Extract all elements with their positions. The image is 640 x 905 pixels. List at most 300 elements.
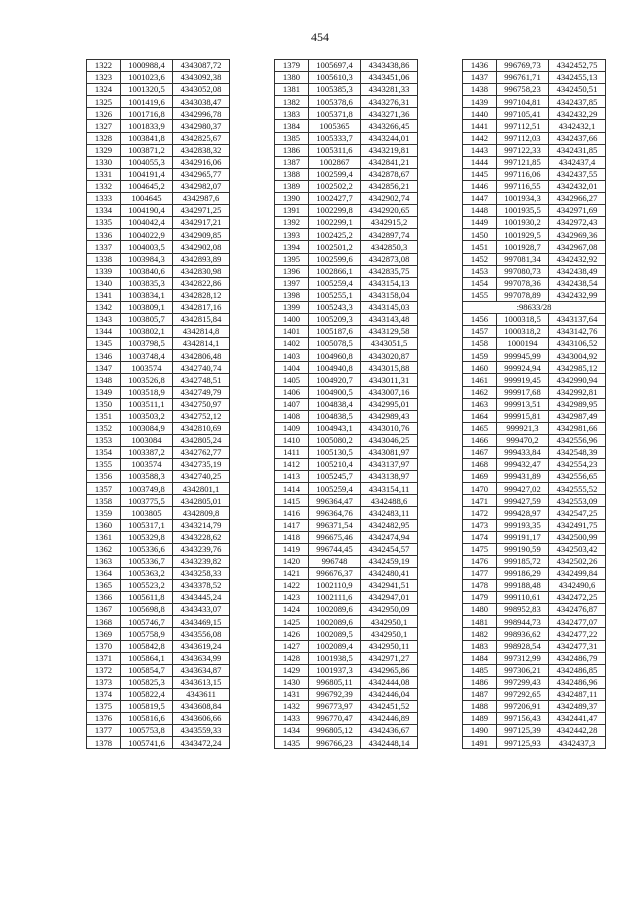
table-row: [275, 434, 418, 446]
point-number: 1473: [463, 519, 497, 531]
y-coordinate: 4342432,01: [549, 180, 606, 192]
point-number: 1442: [463, 132, 497, 144]
y-coordinate: 4342452,75: [549, 60, 606, 72]
point-number: 1486: [463, 676, 497, 688]
x-coordinate: 1002502,2: [309, 180, 361, 192]
table-row: [87, 725, 230, 737]
point-number: 1479: [463, 592, 497, 604]
x-coordinate: 1003871,2: [121, 144, 173, 156]
table-row: [275, 410, 418, 422]
y-coordinate: 4343281,33: [361, 84, 418, 96]
y-coordinate: 4343559,33: [173, 725, 230, 737]
point-number: 1453: [463, 265, 497, 277]
y-coordinate: 4342828,12: [173, 289, 230, 301]
table-row: [275, 725, 418, 737]
table-row: [87, 374, 230, 386]
table-row: [275, 60, 418, 72]
table-row: [463, 410, 606, 422]
table-row: [87, 628, 230, 640]
y-coordinate: 4343606,66: [173, 713, 230, 725]
table-row: [275, 519, 418, 531]
table-row: [275, 374, 418, 386]
y-coordinate: 4343154,13: [361, 277, 418, 289]
table-row: [275, 289, 418, 301]
table-row: [463, 531, 606, 543]
x-coordinate: 996805,11: [309, 676, 361, 688]
x-coordinate: 1003511,1: [121, 398, 173, 410]
point-number: 1416: [275, 507, 309, 519]
y-coordinate: 4342487,11: [549, 688, 606, 700]
x-coordinate: 997306,21: [497, 664, 549, 676]
y-coordinate: 4343214,79: [173, 519, 230, 531]
x-coordinate: 997206,91: [497, 700, 549, 712]
y-coordinate: 4343137,64: [549, 313, 606, 325]
x-coordinate: 1005336,6: [121, 543, 173, 555]
table-row: [87, 386, 230, 398]
point-number: 1356: [87, 471, 121, 483]
table-row: [463, 676, 606, 688]
point-number: 1339: [87, 265, 121, 277]
y-coordinate: 4342491,75: [549, 519, 606, 531]
table-row: [463, 338, 606, 350]
table-row: [275, 241, 418, 253]
point-number: 1369: [87, 628, 121, 640]
y-coordinate: 4342477,31: [549, 640, 606, 652]
y-coordinate: 4342752,12: [173, 410, 230, 422]
table-row: [463, 120, 606, 132]
y-coordinate: 4342455,13: [549, 72, 606, 84]
x-coordinate: 1005311,6: [309, 144, 361, 156]
table-row: [463, 350, 606, 362]
x-coordinate: 999188,48: [497, 580, 549, 592]
x-coordinate: 1005255,1: [309, 289, 361, 301]
y-coordinate: 4343046,25: [361, 434, 418, 446]
point-number: 1418: [275, 531, 309, 543]
y-coordinate: 4342966,27: [549, 193, 606, 205]
table-row: [463, 144, 606, 156]
point-number: 1437: [463, 72, 497, 84]
y-coordinate: 4343276,31: [361, 96, 418, 108]
table-row: [275, 362, 418, 374]
table-row: [275, 398, 418, 410]
y-coordinate: 4343145,03: [361, 301, 418, 313]
table-row: [463, 253, 606, 265]
x-coordinate: 1005741,6: [121, 737, 173, 749]
x-coordinate: 996770,47: [309, 713, 361, 725]
table-row: [87, 580, 230, 592]
y-coordinate: 4342996,78: [173, 108, 230, 120]
point-number: 1455: [463, 289, 497, 301]
y-coordinate: 4342873,08: [361, 253, 418, 265]
x-coordinate: 1004838,5: [309, 410, 361, 422]
x-coordinate: 1005317,1: [121, 519, 173, 531]
x-coordinate: 1000988,4: [121, 60, 173, 72]
x-coordinate: 997116,55: [497, 180, 549, 192]
table-row: [275, 277, 418, 289]
x-coordinate: 1005245,7: [309, 471, 361, 483]
y-coordinate: 4342992,81: [549, 386, 606, 398]
x-coordinate: 999431,89: [497, 471, 549, 483]
y-coordinate: 4342553,09: [549, 495, 606, 507]
table-row: [87, 301, 230, 313]
y-coordinate: 4342446,04: [361, 688, 418, 700]
x-coordinate: 1003748,4: [121, 350, 173, 362]
point-number: 1384: [275, 120, 309, 132]
point-number: 1471: [463, 495, 497, 507]
table-row: [275, 265, 418, 277]
x-coordinate: 1002425,2: [309, 229, 361, 241]
point-number: 1421: [275, 567, 309, 579]
y-coordinate: 4343154,11: [361, 483, 418, 495]
y-coordinate: 4342989,95: [549, 398, 606, 410]
point-number: 1434: [275, 725, 309, 737]
y-coordinate: 4342431,85: [549, 144, 606, 156]
point-number: 1395: [275, 253, 309, 265]
y-coordinate: 4342740,25: [173, 471, 230, 483]
table-row: [463, 616, 606, 628]
point-number: 1374: [87, 688, 121, 700]
x-coordinate: 1001320,5: [121, 84, 173, 96]
point-number: 1344: [87, 326, 121, 338]
x-coordinate: 999191,17: [497, 531, 549, 543]
x-coordinate: 1005758,9: [121, 628, 173, 640]
x-coordinate: 1004645: [121, 193, 173, 205]
y-coordinate: 4342971,27: [361, 652, 418, 664]
y-coordinate: 4342477,22: [549, 628, 606, 640]
table-row: [87, 737, 230, 749]
table-row: [463, 229, 606, 241]
point-number: 1414: [275, 483, 309, 495]
y-coordinate: 4343143,48: [361, 313, 418, 325]
y-coordinate: 4342830,98: [173, 265, 230, 277]
x-coordinate: 1003805,7: [121, 313, 173, 325]
table-row: [463, 483, 606, 495]
table-row: [87, 60, 230, 72]
table-row: [87, 447, 230, 459]
point-number: 1417: [275, 519, 309, 531]
point-number: 1402: [275, 338, 309, 350]
point-number: 1467: [463, 447, 497, 459]
x-coordinate: 1003503,2: [121, 410, 173, 422]
point-number: 1367: [87, 604, 121, 616]
x-coordinate: 1001833,9: [121, 120, 173, 132]
table-row: [463, 265, 606, 277]
x-coordinate: 1002427,7: [309, 193, 361, 205]
point-number: 1327: [87, 120, 121, 132]
x-coordinate: 997125,93: [497, 737, 549, 749]
x-coordinate: 1005080,2: [309, 434, 361, 446]
x-coordinate: 998944,73: [497, 616, 549, 628]
table-row: [463, 652, 606, 664]
x-coordinate: 1005187,6: [309, 326, 361, 338]
y-coordinate: 4342451,52: [361, 700, 418, 712]
table-row: [87, 350, 230, 362]
point-number: 1347: [87, 362, 121, 374]
x-coordinate: 1003802,1: [121, 326, 173, 338]
y-coordinate: 4343611: [173, 688, 230, 700]
table-row: [275, 350, 418, 362]
table-row: [463, 713, 606, 725]
table-row: [463, 422, 606, 434]
point-number: 1388: [275, 168, 309, 180]
x-coordinate: 1002599,6: [309, 253, 361, 265]
y-coordinate: 4342917,21: [173, 217, 230, 229]
point-number: 1370: [87, 640, 121, 652]
table-row: [87, 483, 230, 495]
x-coordinate: 1003084: [121, 434, 173, 446]
x-coordinate: 1005385,3: [309, 84, 361, 96]
y-coordinate: 4343106,52: [549, 338, 606, 350]
point-number: 1477: [463, 567, 497, 579]
point-number: 1426: [275, 628, 309, 640]
x-coordinate: 1005610,3: [309, 72, 361, 84]
y-coordinate: 4343472,24: [173, 737, 230, 749]
point-number: 1424: [275, 604, 309, 616]
y-coordinate: 4342941,51: [361, 580, 418, 592]
table-row: [275, 628, 418, 640]
y-coordinate: 4343138,97: [361, 471, 418, 483]
x-coordinate: 1002867: [309, 156, 361, 168]
y-coordinate: 4342841,21: [361, 156, 418, 168]
point-number: 1330: [87, 156, 121, 168]
table-row: [87, 434, 230, 446]
table-row: [463, 217, 606, 229]
point-number: 1485: [463, 664, 497, 676]
x-coordinate: 1003835,3: [121, 277, 173, 289]
x-coordinate: 997292,65: [497, 688, 549, 700]
table-row: [275, 180, 418, 192]
x-coordinate: 1005333,7: [309, 132, 361, 144]
point-number: 1334: [87, 205, 121, 217]
point-number: 1353: [87, 434, 121, 446]
y-coordinate: 4342971,25: [173, 205, 230, 217]
table-row: [87, 652, 230, 664]
point-number: 1407: [275, 398, 309, 410]
table-row: [87, 398, 230, 410]
point-number: 1411: [275, 447, 309, 459]
point-number: 1373: [87, 676, 121, 688]
point-number: 1333: [87, 193, 121, 205]
y-coordinate: 4342472,25: [549, 592, 606, 604]
x-coordinate: 996371,54: [309, 519, 361, 531]
y-coordinate: 4343613,15: [173, 676, 230, 688]
point-number: 1428: [275, 652, 309, 664]
point-number: 1478: [463, 580, 497, 592]
coordinates-table-1: [86, 59, 230, 749]
y-coordinate: 4342971,69: [549, 205, 606, 217]
x-coordinate: 996676,37: [309, 567, 361, 579]
table-row: [87, 592, 230, 604]
x-coordinate: 997122,33: [497, 144, 549, 156]
table-row: [87, 422, 230, 434]
table-row: [87, 640, 230, 652]
table-row: [275, 483, 418, 495]
point-number: 1459: [463, 350, 497, 362]
table-row: [87, 180, 230, 192]
table-row: [275, 193, 418, 205]
point-number: 1460: [463, 362, 497, 374]
x-coordinate: 999190,59: [497, 543, 549, 555]
table-row: [87, 362, 230, 374]
x-coordinate: 1003984,3: [121, 253, 173, 265]
y-coordinate: 4342915,2: [361, 217, 418, 229]
y-coordinate: 4343011,31: [361, 374, 418, 386]
y-coordinate: 4342909,85: [173, 229, 230, 241]
x-coordinate: 1002299,8: [309, 205, 361, 217]
point-number: 1489: [463, 713, 497, 725]
y-coordinate: 4343239,82: [173, 555, 230, 567]
table-row: [463, 156, 606, 168]
x-coordinate: 996761,71: [497, 72, 549, 84]
point-number: 1389: [275, 180, 309, 192]
table-row: [463, 289, 606, 301]
table-row: [275, 84, 418, 96]
point-number: 1403: [275, 350, 309, 362]
table-row: [275, 471, 418, 483]
table-row: [87, 120, 230, 132]
y-coordinate: 4342503,42: [549, 543, 606, 555]
point-number: 1354: [87, 447, 121, 459]
point-number: 1406: [275, 386, 309, 398]
y-coordinate: 4342477,07: [549, 616, 606, 628]
table-row: [463, 580, 606, 592]
point-number: 1328: [87, 132, 121, 144]
x-coordinate: 1005130,5: [309, 447, 361, 459]
y-coordinate: 4342995,01: [361, 398, 418, 410]
x-coordinate: 997078,89: [497, 289, 549, 301]
point-number: 1452: [463, 253, 497, 265]
table-row: [275, 700, 418, 712]
point-number: 1432: [275, 700, 309, 712]
x-coordinate: 997112,51: [497, 120, 549, 132]
table-row: [275, 447, 418, 459]
x-coordinate: 997156,43: [497, 713, 549, 725]
y-coordinate: 4342902,08: [173, 241, 230, 253]
x-coordinate: 1003805: [121, 507, 173, 519]
table-row: [87, 567, 230, 579]
point-number: 1468: [463, 459, 497, 471]
table-row: [275, 713, 418, 725]
point-number: 1348: [87, 374, 121, 386]
table-row: [275, 205, 418, 217]
table-row: [463, 543, 606, 555]
table-row: [87, 471, 230, 483]
table-row: [87, 616, 230, 628]
table-row: [275, 604, 418, 616]
y-coordinate: 4343137,97: [361, 459, 418, 471]
x-coordinate: 1004940,8: [309, 362, 361, 374]
y-coordinate: 4342850,3: [361, 241, 418, 253]
table-row: [275, 120, 418, 132]
x-coordinate: 996766,23: [309, 737, 361, 749]
y-coordinate: 4343608,84: [173, 700, 230, 712]
point-number: 1387: [275, 156, 309, 168]
y-coordinate: 4343266,45: [361, 120, 418, 132]
point-number: 1410: [275, 434, 309, 446]
point-number: 1444: [463, 156, 497, 168]
y-coordinate: 4343228,62: [173, 531, 230, 543]
y-coordinate: 4342482,95: [361, 519, 418, 531]
y-coordinate: 4342555,52: [549, 483, 606, 495]
table-row: [463, 471, 606, 483]
x-coordinate: 999428,97: [497, 507, 549, 519]
coordinates-table-2: [274, 59, 418, 749]
point-number: 1476: [463, 555, 497, 567]
y-coordinate: 4342476,87: [549, 604, 606, 616]
point-number: 1412: [275, 459, 309, 471]
y-coordinate: 4342950,1: [361, 616, 418, 628]
x-coordinate: 1003574: [121, 362, 173, 374]
x-coordinate: 1003840,6: [121, 265, 173, 277]
x-coordinate: 1005825,3: [121, 676, 173, 688]
point-number: 1394: [275, 241, 309, 253]
table-row: [87, 531, 230, 543]
point-number: 1484: [463, 652, 497, 664]
point-number: 1490: [463, 725, 497, 737]
y-coordinate: 4343142,76: [549, 326, 606, 338]
table-row: [87, 313, 230, 325]
point-number: 1359: [87, 507, 121, 519]
y-coordinate: 4342749,79: [173, 386, 230, 398]
x-coordinate: 1001930,2: [497, 217, 549, 229]
y-coordinate: 4343081,97: [361, 447, 418, 459]
point-number: 1443: [463, 144, 497, 156]
y-coordinate: 4342809,8: [173, 507, 230, 519]
x-coordinate: 1005698,8: [121, 604, 173, 616]
y-coordinate: 4343051,5: [361, 338, 418, 350]
table-row: [275, 616, 418, 628]
y-coordinate: 4342947,01: [361, 592, 418, 604]
point-number: 1325: [87, 96, 121, 108]
point-number: 1466: [463, 434, 497, 446]
table-row: [275, 737, 418, 749]
table-row: [463, 84, 606, 96]
x-coordinate: 996675,46: [309, 531, 361, 543]
y-coordinate: 4342556,96: [549, 434, 606, 446]
table-row: [275, 108, 418, 120]
y-coordinate: 4342459,19: [361, 555, 418, 567]
y-coordinate: 4343010,76: [361, 422, 418, 434]
point-number: 1366: [87, 592, 121, 604]
x-coordinate: 1003841,8: [121, 132, 173, 144]
table-row: [275, 664, 418, 676]
point-number: 1365: [87, 580, 121, 592]
y-coordinate: 4342483,11: [361, 507, 418, 519]
point-number: 1425: [275, 616, 309, 628]
x-coordinate: 999913,51: [497, 398, 549, 410]
y-coordinate: 4343052,08: [173, 84, 230, 96]
table-row: [275, 326, 418, 338]
x-coordinate: 999915,81: [497, 410, 549, 422]
x-coordinate: 1002089,6: [309, 616, 361, 628]
y-coordinate: 4342437,66: [549, 132, 606, 144]
table-row: [463, 640, 606, 652]
y-coordinate: 4343469,15: [173, 616, 230, 628]
y-coordinate: 4342500,99: [549, 531, 606, 543]
x-coordinate: 999945,99: [497, 350, 549, 362]
y-coordinate: 4342967,08: [549, 241, 606, 253]
table-row: [275, 652, 418, 664]
table-row: [87, 713, 230, 725]
x-coordinate: 1001023,6: [121, 72, 173, 84]
table-row: [463, 374, 606, 386]
point-number: 1393: [275, 229, 309, 241]
x-coordinate: 1002501,2: [309, 241, 361, 253]
table-row: [463, 132, 606, 144]
point-number: 1419: [275, 543, 309, 555]
x-coordinate: 996364,47: [309, 495, 361, 507]
x-coordinate: 1005697,4: [309, 60, 361, 72]
